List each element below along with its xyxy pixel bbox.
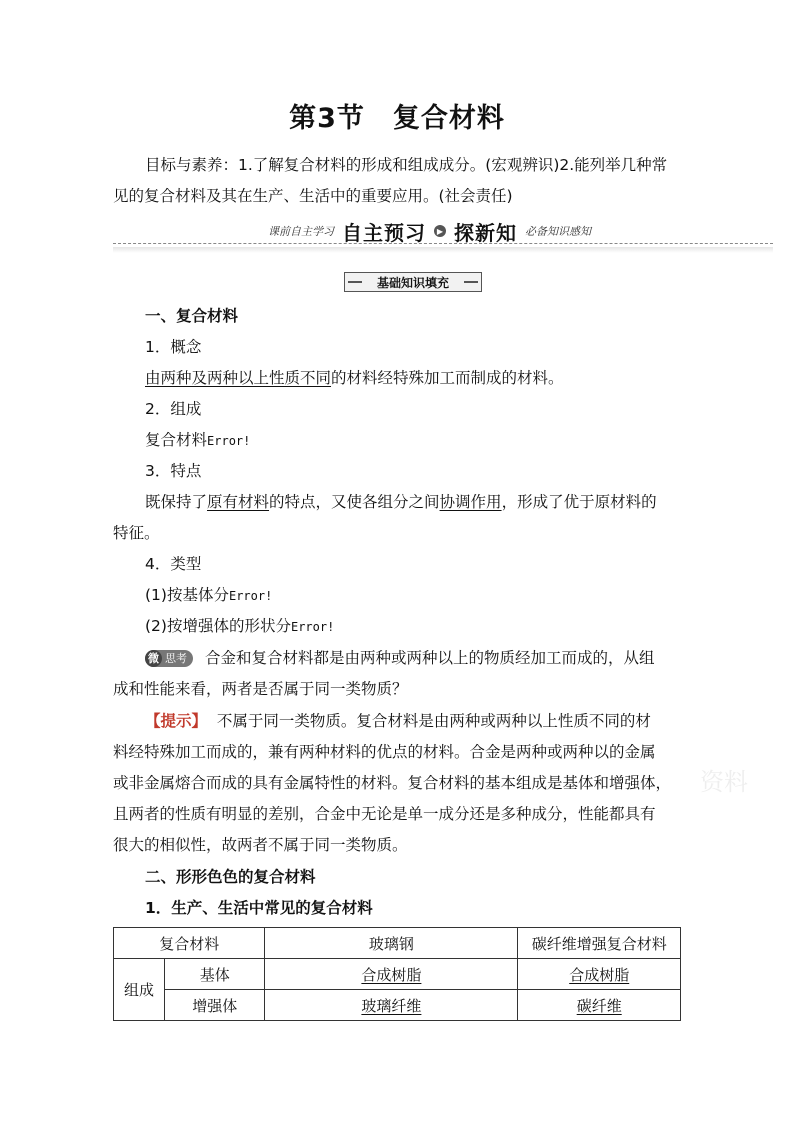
table-group-cell: 组成 bbox=[114, 959, 165, 1021]
composite-table bbox=[113, 927, 681, 1021]
feature-underlined-1: 原有材料 bbox=[207, 493, 270, 511]
feature-part-a: 既保持了 bbox=[145, 493, 208, 511]
table-row-label: 基体 bbox=[165, 959, 265, 990]
type-1-label: (1)按基体分 bbox=[145, 586, 229, 604]
watermark: 资料 bbox=[700, 768, 748, 796]
section-tag: 基础知识填充 bbox=[344, 272, 482, 292]
think-badge bbox=[145, 650, 193, 667]
hint-line-1 bbox=[145, 706, 651, 737]
think-line-2: 成和性能来看，两者是否属于同一类物质？ bbox=[113, 680, 408, 698]
feature-heading: 3．特点 bbox=[145, 462, 202, 480]
hint-line-2: 料经特殊加工而成的，兼有两种材料的优点的材料。合金是两种或两种以的金属 bbox=[113, 743, 656, 761]
feature-underlined-2: 协调作用 bbox=[439, 493, 502, 511]
type-2-label: (2)按增强体的形状分 bbox=[145, 617, 291, 635]
concept-text bbox=[145, 363, 564, 394]
goals-line-2: 见的复合材料及其在生产、生活中的重要应用。(社会责任) bbox=[113, 187, 513, 205]
part2-heading: 二、形形色色的复合材料 bbox=[145, 868, 316, 886]
table-cell-value: 合成树脂 bbox=[361, 965, 422, 984]
banner-title-left: 自主预习 bbox=[342, 220, 426, 245]
hint-text-1: 不属于同一类物质。复合材料是由两种或两种以上性质不同的材 bbox=[216, 712, 651, 730]
feature-text-line1 bbox=[145, 487, 657, 518]
type-heading: 4．类型 bbox=[145, 555, 202, 573]
hint-label: 【提示】 bbox=[145, 712, 208, 730]
feature-text-line2: 特征。 bbox=[113, 524, 160, 542]
composition-error: Error! bbox=[207, 434, 251, 448]
table-cell bbox=[265, 990, 518, 1021]
table-cell-value: 碳纤维 bbox=[576, 996, 622, 1015]
type-1-error: Error! bbox=[228, 589, 273, 603]
page-title: 第3节 复合材料 bbox=[289, 103, 505, 134]
think-badge-circle: 微 bbox=[145, 650, 162, 667]
table-header-cell: 玻璃钢 bbox=[265, 928, 518, 959]
think-badge-label: 思考 bbox=[165, 652, 187, 665]
chevron-right-icon: ▶ bbox=[434, 225, 446, 237]
banner-shadow bbox=[113, 247, 773, 253]
composition-text bbox=[145, 425, 250, 457]
table-header-cell: 复合材料 bbox=[114, 928, 265, 959]
feature-part-c: ，形成了优于原材料的 bbox=[501, 493, 657, 511]
concept-heading: 1．概念 bbox=[145, 338, 202, 356]
type-1 bbox=[145, 580, 272, 612]
hint-line-5: 很大的相似性，故两者不属于同一类物质。 bbox=[113, 836, 408, 854]
banner-left-caption: 课前自主学习 bbox=[268, 225, 334, 238]
table-header-cell: 碳纤维增强复合材料 bbox=[518, 928, 681, 959]
banner-title-right: 探新知 bbox=[454, 220, 517, 245]
table-cell-value: 合成树脂 bbox=[569, 965, 630, 984]
table-cell bbox=[518, 959, 681, 990]
think-line-1 bbox=[145, 643, 655, 674]
part2-subheading: 1．生产、生活中常见的复合材料 bbox=[145, 899, 373, 917]
concept-rest: 的材料经特殊加工而制成的材料。 bbox=[331, 369, 564, 387]
banner-right-caption: 必备知识感知 bbox=[525, 225, 591, 238]
type-2-error: Error! bbox=[290, 620, 335, 634]
table-cell bbox=[265, 959, 518, 990]
table-cell-value: 玻璃纤维 bbox=[361, 996, 422, 1015]
table-row-label: 增强体 bbox=[165, 990, 265, 1021]
table-cell bbox=[518, 990, 681, 1021]
feature-part-b: 的特点，又使各组分之间 bbox=[269, 493, 440, 511]
hint-line-3: 或非金属熔合而成的具有金属特性的材料。复合材料的基本组成是基体和增强体， bbox=[113, 774, 672, 792]
hint-line-4: 且两者的性质有明显的差别，合金中无论是单一成分还是多种成分，性能都具有 bbox=[113, 805, 656, 823]
part1-heading: 一、复合材料 bbox=[145, 307, 239, 325]
type-2 bbox=[145, 611, 334, 643]
table-header-row bbox=[114, 928, 681, 959]
think-question-1: 合金和复合材料都是由两种或两种以上的物质经加工而成的，从组 bbox=[205, 649, 655, 667]
section-banner bbox=[268, 218, 591, 244]
table-row bbox=[114, 990, 681, 1021]
concept-underlined: 由两种及两种以上性质不同 bbox=[145, 369, 332, 387]
composition-heading: 2．组成 bbox=[145, 400, 202, 418]
composition-label: 复合材料 bbox=[145, 431, 208, 449]
goals-line-1: 目标与素养：1.了解复合材料的形成和组成成分。(宏观辨识)2.能列举几种常 bbox=[145, 156, 668, 174]
table-row bbox=[114, 959, 681, 990]
